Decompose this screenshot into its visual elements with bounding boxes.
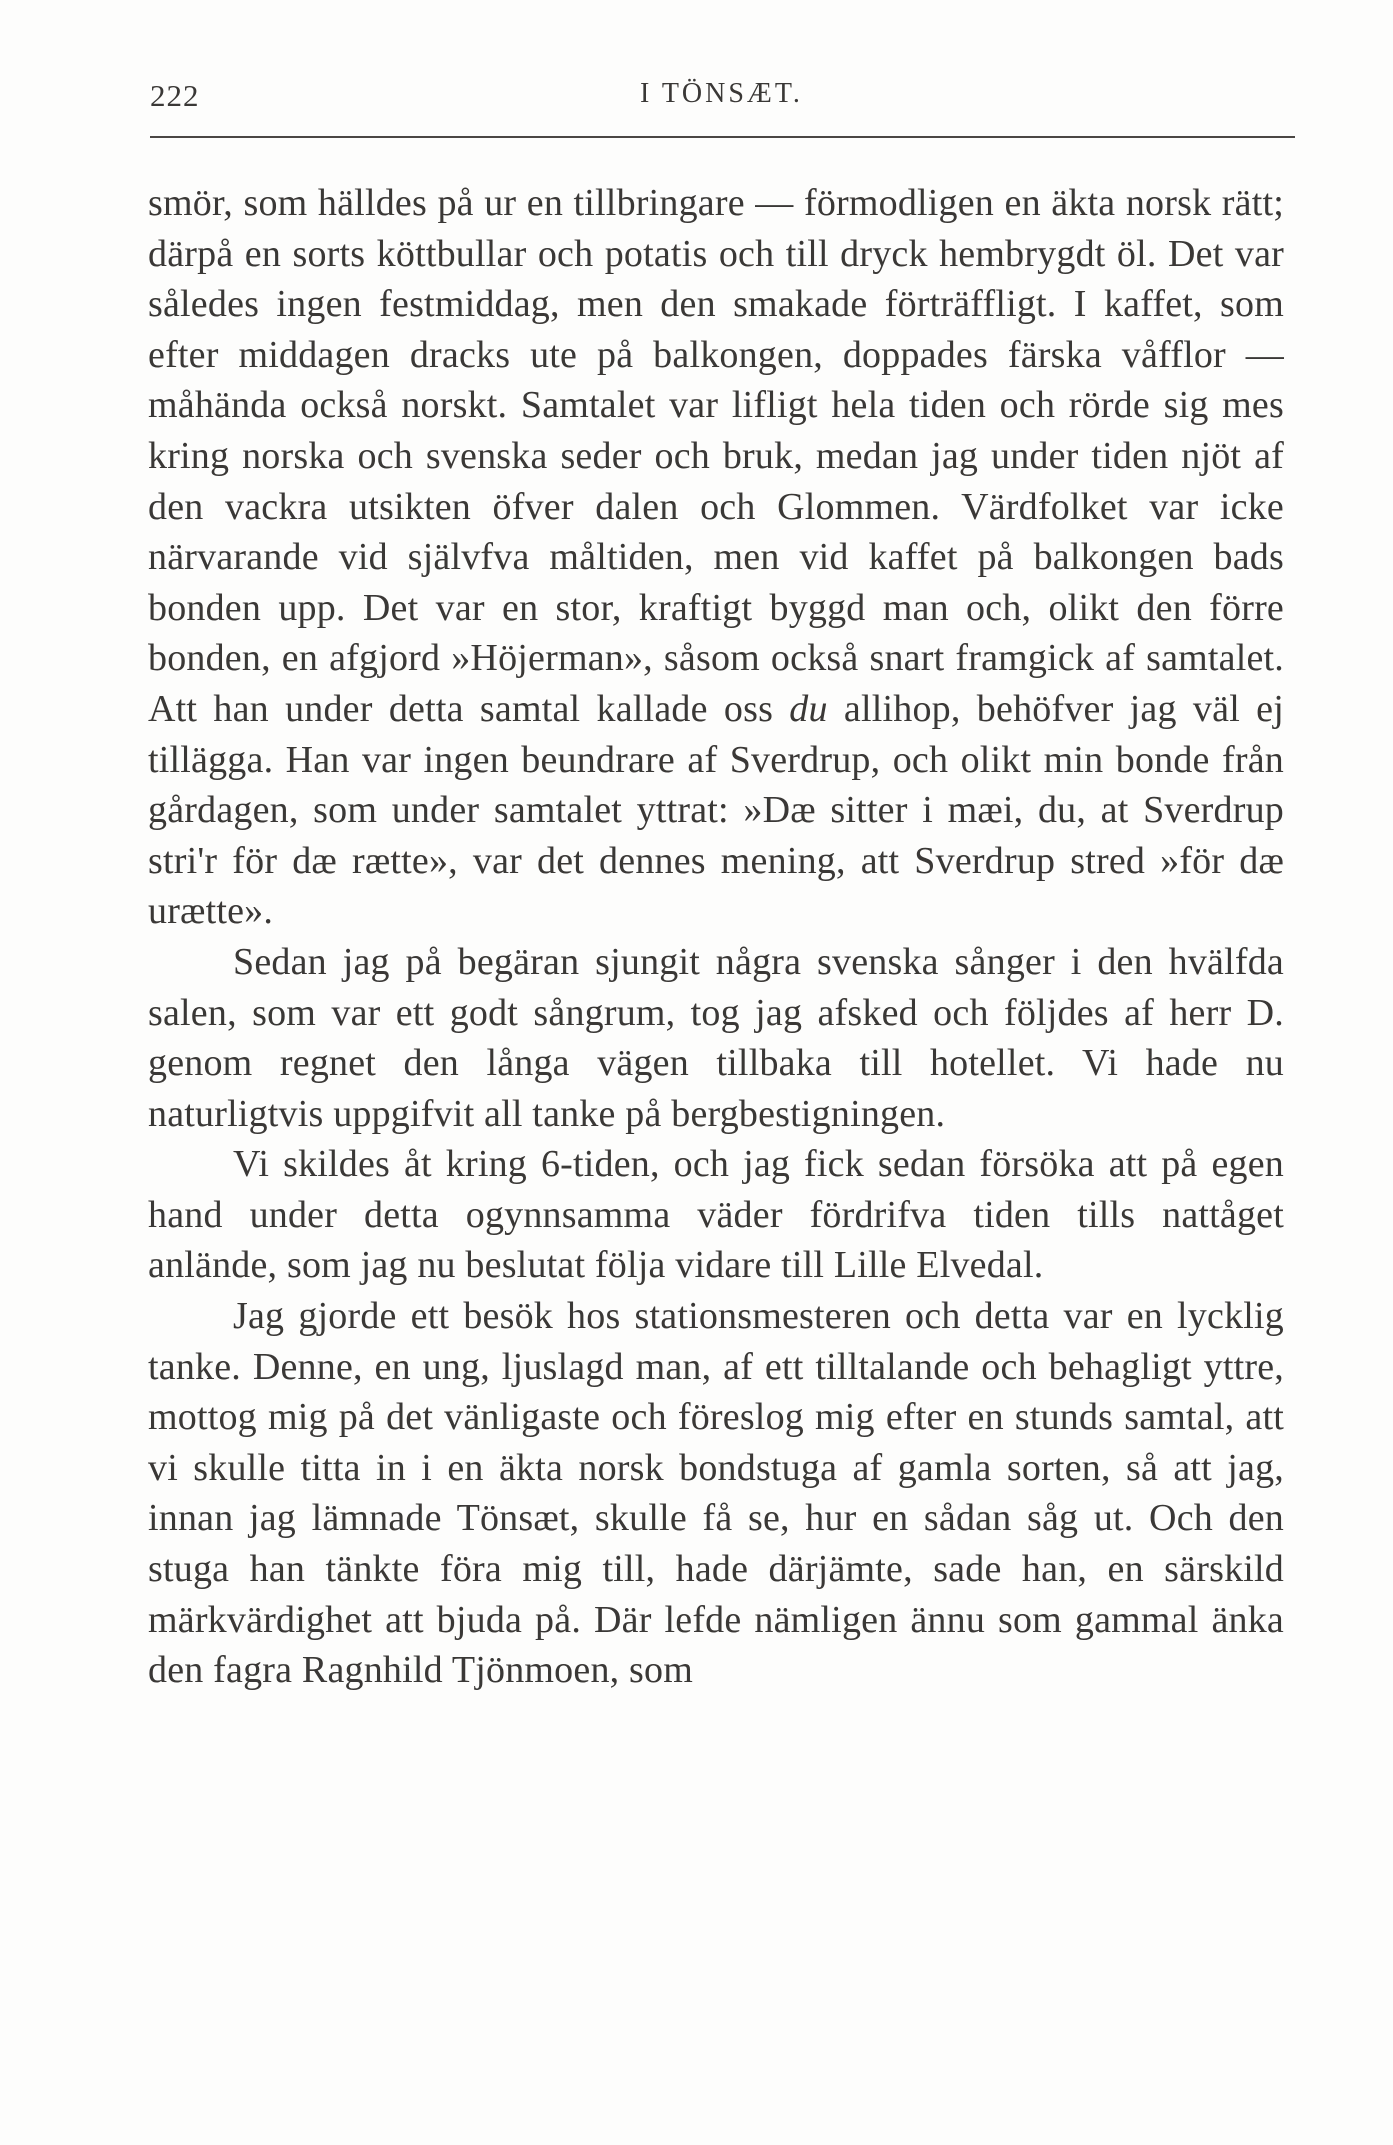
paragraph-1-text-a: smör, som hälldes på ur en tillbringare — förmodligen en äkta norsk rätt; därpå en sorts köttbullar och potatis och till dryck hembrygdt öl. Det var således ingen festmiddag, men den smakade förträffligt. I kaffet, som efter middagen dracks ute på balkongen, doppades färska våfflor — måhända också norskt. Samtalet var lifligt hela tiden och rörde sig mes kring norska och svenska seder och bruk, medan jag under tiden njöt af den vackra utsikten öfver dalen och Glommen. Värdfolket var icke närvarande vid självfva måltiden, men vid kaffet på balkongen bads bonden upp. Det var en stor, kraftigt byggd man och, olikt den förre bonden, en afgjord »Höjerman», såsom också snart framgick af samtalet. Att han under detta samtal kallade oss	[148, 182, 1284, 730]
paragraph-3: Vi skildes åt kring 6-tiden, och jag fick sedan försöka att på egen hand under detta ogynnsamma väder fördrifva tiden tills nattåget anlände, som jag nu beslutat följa vidare till Lille Elvedal.	[148, 1143, 1284, 1287]
paragraph-1	[148, 178, 1284, 937]
paragraph-2: Sedan jag på begäran sjungit några svenska sånger i den hvälfda salen, som var ett godt sångrum, tog jag afsked och följdes af herr D. genom regnet den långa vägen tillbaka till hotellet. Vi hade nu naturligtvis uppgifvit all tanke på bergbestigningen.	[148, 940, 1284, 1135]
paragraph-4: Jag gjorde ett besök hos stationsmesteren och detta var en lycklig tanke. Denne, en ung, ljuslagd man, af ett tilltalande och behagligt yttre, mottog mig på det vänligaste och föreslog mig efter en stunds samtal, att vi skulle titta in i en äkta norsk bondstuga af gamla sorten, så att jag, innan jag lämnade Tönsæt, skulle få se, hur en sådan såg ut. Och den stuga han tänkte föra mig till, hade därjämte, sade han, en särskild märkvärdighet att bjuda på. Där lefde nämligen ännu som gammal änka den fagra Ragnhild Tjönmoen, som	[148, 1295, 1284, 1692]
paragraph-1-text-b: allihop, behöfver jag väl ej tillägga. Han var ingen beundrare af Sverdrup, och olikt min bonde från gårdagen, som under samtalet yttrat: »Dæ sitter i mæi, du, at Sverdrup stri'r för dæ rætte», var det dennes mening, att Sverdrup stred »för dæ urætte».	[148, 687, 1285, 933]
paragraph-1-italic-word: du	[789, 687, 828, 730]
body-text	[148, 178, 1284, 1696]
page-number: 222	[150, 78, 200, 113]
running-head	[150, 78, 1295, 118]
header-rule	[150, 136, 1295, 138]
running-title: I TÖNSÆT.	[640, 78, 803, 109]
